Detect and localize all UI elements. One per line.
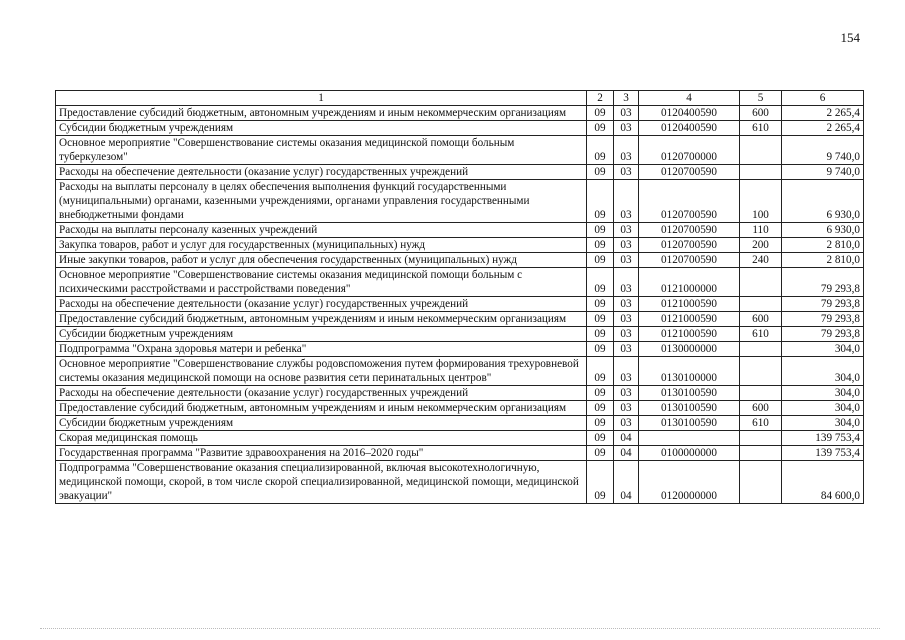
row-section-cell: 09 bbox=[587, 461, 614, 504]
row-amount-cell: 9 740,0 bbox=[782, 136, 864, 165]
row-target-article-cell: 0120400590 bbox=[639, 106, 740, 121]
row-target-article-cell: 0120700590 bbox=[639, 238, 740, 253]
row-section-cell: 09 bbox=[587, 342, 614, 357]
table-row bbox=[56, 268, 864, 297]
row-amount-cell: 9 740,0 bbox=[782, 165, 864, 180]
row-name-cell: Расходы на обеспечение деятельности (оказание услуг) государственных учреждений bbox=[56, 297, 587, 312]
table-header-row bbox=[56, 91, 864, 106]
row-expense-type-cell bbox=[740, 297, 782, 312]
row-target-article-cell: 0121000590 bbox=[639, 297, 740, 312]
row-name-cell: Субсидии бюджетным учреждениям bbox=[56, 121, 587, 136]
table-row bbox=[56, 342, 864, 357]
header-cell: 1 bbox=[56, 91, 587, 106]
row-name-cell: Предоставление субсидий бюджетным, автономным учреждениям и иным некоммерческим организациям bbox=[56, 401, 587, 416]
row-target-article-cell: 0130100590 bbox=[639, 416, 740, 431]
row-subsection-cell: 03 bbox=[614, 106, 639, 121]
row-subsection-cell: 03 bbox=[614, 401, 639, 416]
table-row bbox=[56, 106, 864, 121]
table-row bbox=[56, 180, 864, 223]
row-name-cell: Расходы на обеспечение деятельности (оказание услуг) государственных учреждений bbox=[56, 165, 587, 180]
header-cell: 5 bbox=[740, 91, 782, 106]
row-amount-cell: 2 265,4 bbox=[782, 106, 864, 121]
row-expense-type-cell bbox=[740, 136, 782, 165]
table-row bbox=[56, 165, 864, 180]
row-section-cell: 09 bbox=[587, 223, 614, 238]
row-subsection-cell: 03 bbox=[614, 121, 639, 136]
row-target-article-cell: 0100000000 bbox=[639, 446, 740, 461]
row-section-cell: 09 bbox=[587, 253, 614, 268]
row-name-cell: Подпрограмма "Охрана здоровья матери и ребенка" bbox=[56, 342, 587, 357]
row-subsection-cell: 03 bbox=[614, 165, 639, 180]
row-subsection-cell: 04 bbox=[614, 431, 639, 446]
row-name-cell: Основное мероприятие "Совершенствование службы родовспоможения путем формирования трехуровневой системы оказания медицинской помощи на основе развития сети перинатальных центров" bbox=[56, 357, 587, 386]
row-subsection-cell: 03 bbox=[614, 238, 639, 253]
row-target-article-cell: 0121000590 bbox=[639, 312, 740, 327]
row-expense-type-cell: 200 bbox=[740, 238, 782, 253]
row-amount-cell: 79 293,8 bbox=[782, 268, 864, 297]
row-section-cell: 09 bbox=[587, 136, 614, 165]
row-section-cell: 09 bbox=[587, 357, 614, 386]
row-subsection-cell: 03 bbox=[614, 312, 639, 327]
row-expense-type-cell: 600 bbox=[740, 106, 782, 121]
row-expense-type-cell: 240 bbox=[740, 253, 782, 268]
row-expense-type-cell: 610 bbox=[740, 121, 782, 136]
row-target-article-cell: 0130100590 bbox=[639, 401, 740, 416]
row-expense-type-cell: 600 bbox=[740, 401, 782, 416]
row-section-cell: 09 bbox=[587, 312, 614, 327]
row-target-article-cell: 0130000000 bbox=[639, 342, 740, 357]
row-expense-type-cell: 610 bbox=[740, 416, 782, 431]
row-expense-type-cell: 100 bbox=[740, 180, 782, 223]
row-subsection-cell: 03 bbox=[614, 327, 639, 342]
row-amount-cell: 2 810,0 bbox=[782, 238, 864, 253]
row-subsection-cell: 03 bbox=[614, 386, 639, 401]
row-target-article-cell: 0120700590 bbox=[639, 180, 740, 223]
row-expense-type-cell bbox=[740, 342, 782, 357]
table-row bbox=[56, 253, 864, 268]
row-section-cell: 09 bbox=[587, 446, 614, 461]
row-name-cell: Основное мероприятие "Совершенствование системы оказания медицинской помощи больным с психическими расстройствами и расстройствами поведения" bbox=[56, 268, 587, 297]
row-amount-cell: 2 810,0 bbox=[782, 253, 864, 268]
row-subsection-cell: 03 bbox=[614, 268, 639, 297]
table-row bbox=[56, 312, 864, 327]
header-cell: 3 bbox=[614, 91, 639, 106]
table-row bbox=[56, 327, 864, 342]
row-section-cell: 09 bbox=[587, 121, 614, 136]
row-section-cell: 09 bbox=[587, 165, 614, 180]
row-target-article-cell: 0120400590 bbox=[639, 121, 740, 136]
table-row bbox=[56, 431, 864, 446]
table-row bbox=[56, 386, 864, 401]
row-section-cell: 09 bbox=[587, 106, 614, 121]
row-name-cell: Расходы на выплаты персоналу казенных учреждений bbox=[56, 223, 587, 238]
budget-table bbox=[55, 90, 864, 504]
row-expense-type-cell bbox=[740, 446, 782, 461]
header-cell: 6 bbox=[782, 91, 864, 106]
row-subsection-cell: 03 bbox=[614, 297, 639, 312]
row-subsection-cell: 03 bbox=[614, 136, 639, 165]
row-target-article-cell: 0120000000 bbox=[639, 461, 740, 504]
row-name-cell: Расходы на выплаты персоналу в целях обеспечения выполнения функций государственными (муниципальными) органами, казенными учреждениями, органами управления государственными внебюджетными фондами bbox=[56, 180, 587, 223]
row-expense-type-cell bbox=[740, 386, 782, 401]
row-amount-cell: 139 753,4 bbox=[782, 431, 864, 446]
row-name-cell: Предоставление субсидий бюджетным, автономным учреждениям и иным некоммерческим организациям bbox=[56, 312, 587, 327]
header-cell: 4 bbox=[639, 91, 740, 106]
row-section-cell: 09 bbox=[587, 386, 614, 401]
row-target-article-cell: 0120700590 bbox=[639, 223, 740, 238]
row-subsection-cell: 04 bbox=[614, 446, 639, 461]
row-expense-type-cell: 110 bbox=[740, 223, 782, 238]
row-name-cell: Иные закупки товаров, работ и услуг для обеспечения государственных (муниципальных) нужд bbox=[56, 253, 587, 268]
row-section-cell: 09 bbox=[587, 268, 614, 297]
row-target-article-cell bbox=[639, 431, 740, 446]
row-amount-cell: 79 293,8 bbox=[782, 312, 864, 327]
table-row bbox=[56, 223, 864, 238]
row-amount-cell: 2 265,4 bbox=[782, 121, 864, 136]
row-name-cell: Подпрограмма "Совершенствование оказания специализированной, включая высокотехнологичную, медицинской помощи, скорой, в том числе скорой специализированной, медицинской помощи, медицинской эвакуации" bbox=[56, 461, 587, 504]
table-row bbox=[56, 416, 864, 431]
table-row bbox=[56, 136, 864, 165]
row-subsection-cell: 03 bbox=[614, 180, 639, 223]
row-expense-type-cell bbox=[740, 357, 782, 386]
row-amount-cell: 6 930,0 bbox=[782, 223, 864, 238]
row-target-article-cell: 0121000590 bbox=[639, 327, 740, 342]
table-row bbox=[56, 401, 864, 416]
row-expense-type-cell bbox=[740, 268, 782, 297]
row-amount-cell: 139 753,4 bbox=[782, 446, 864, 461]
row-expense-type-cell: 600 bbox=[740, 312, 782, 327]
row-amount-cell: 79 293,8 bbox=[782, 327, 864, 342]
row-section-cell: 09 bbox=[587, 238, 614, 253]
row-section-cell: 09 bbox=[587, 401, 614, 416]
row-amount-cell: 304,0 bbox=[782, 416, 864, 431]
row-amount-cell: 79 293,8 bbox=[782, 297, 864, 312]
table-row bbox=[56, 461, 864, 504]
row-name-cell: Субсидии бюджетным учреждениям bbox=[56, 416, 587, 431]
table-row bbox=[56, 297, 864, 312]
row-name-cell: Скорая медицинская помощь bbox=[56, 431, 587, 446]
row-section-cell: 09 bbox=[587, 416, 614, 431]
row-target-article-cell: 0130100000 bbox=[639, 357, 740, 386]
row-name-cell: Основное мероприятие "Совершенствование системы оказания медицинской помощи больным туберкулезом" bbox=[56, 136, 587, 165]
row-section-cell: 09 bbox=[587, 327, 614, 342]
row-name-cell: Предоставление субсидий бюджетным, автономным учреждениям и иным некоммерческим организациям bbox=[56, 106, 587, 121]
row-subsection-cell: 03 bbox=[614, 223, 639, 238]
row-expense-type-cell bbox=[740, 461, 782, 504]
row-target-article-cell: 0120700590 bbox=[639, 165, 740, 180]
row-subsection-cell: 03 bbox=[614, 253, 639, 268]
row-section-cell: 09 bbox=[587, 431, 614, 446]
row-amount-cell: 304,0 bbox=[782, 342, 864, 357]
row-expense-type-cell bbox=[740, 431, 782, 446]
row-amount-cell: 84 600,0 bbox=[782, 461, 864, 504]
row-name-cell: Расходы на обеспечение деятельности (оказание услуг) государственных учреждений bbox=[56, 386, 587, 401]
row-amount-cell: 304,0 bbox=[782, 357, 864, 386]
page-number: 154 bbox=[840, 30, 860, 45]
row-expense-type-cell: 610 bbox=[740, 327, 782, 342]
table-row bbox=[56, 357, 864, 386]
row-section-cell: 09 bbox=[587, 297, 614, 312]
row-subsection-cell: 03 bbox=[614, 342, 639, 357]
row-expense-type-cell bbox=[740, 165, 782, 180]
row-section-cell: 09 bbox=[587, 180, 614, 223]
row-name-cell: Субсидии бюджетным учреждениям bbox=[56, 327, 587, 342]
row-subsection-cell: 03 bbox=[614, 416, 639, 431]
row-target-article-cell: 0120700000 bbox=[639, 136, 740, 165]
row-target-article-cell: 0130100590 bbox=[639, 386, 740, 401]
row-subsection-cell: 04 bbox=[614, 461, 639, 504]
header-cell: 2 bbox=[587, 91, 614, 106]
row-amount-cell: 304,0 bbox=[782, 401, 864, 416]
table-row bbox=[56, 121, 864, 136]
row-name-cell: Закупка товаров, работ и услуг для государственных (муниципальных) нужд bbox=[56, 238, 587, 253]
table-row bbox=[56, 238, 864, 253]
scan-edge-dots bbox=[40, 628, 880, 630]
row-target-article-cell: 0121000000 bbox=[639, 268, 740, 297]
table-row bbox=[56, 446, 864, 461]
row-target-article-cell: 0120700590 bbox=[639, 253, 740, 268]
row-amount-cell: 6 930,0 bbox=[782, 180, 864, 223]
row-amount-cell: 304,0 bbox=[782, 386, 864, 401]
row-subsection-cell: 03 bbox=[614, 357, 639, 386]
row-name-cell: Государственная программа "Развитие здравоохранения на 2016–2020 годы" bbox=[56, 446, 587, 461]
